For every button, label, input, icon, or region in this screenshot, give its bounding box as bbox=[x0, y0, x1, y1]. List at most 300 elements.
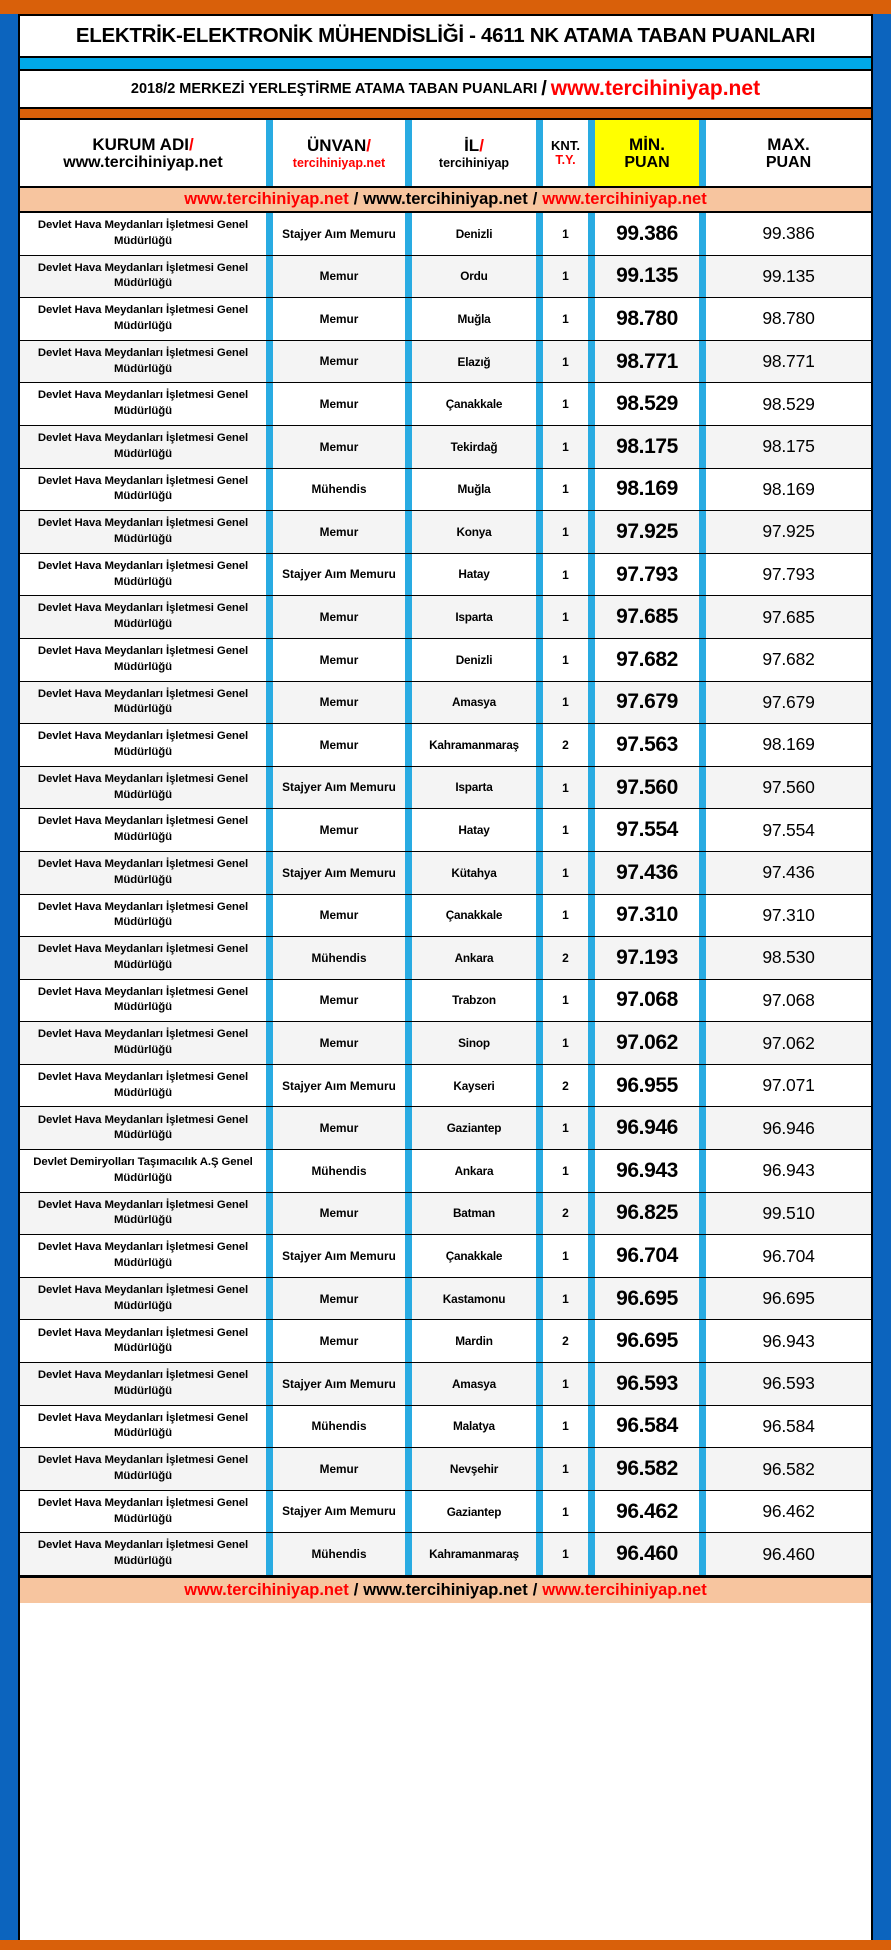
cell-unvan bbox=[273, 298, 405, 340]
kurum-text: Devlet Hava Meydanları İşletmesi Genel Müdürlüğü bbox=[37, 1283, 249, 1312]
unvan-text: Memur bbox=[319, 354, 359, 369]
row-separator-1 bbox=[266, 767, 273, 809]
unvan-text: Memur bbox=[319, 269, 359, 284]
row-separator-5 bbox=[699, 1235, 706, 1277]
cell-max-puan bbox=[706, 426, 871, 468]
column-header-unvan[interactable] bbox=[273, 120, 405, 186]
unvan-text: Stajyer Aım Memuru bbox=[282, 780, 396, 795]
banner-bottom-link-3[interactable]: www.tercihiniyap.net bbox=[542, 1581, 707, 1599]
row-separator-3 bbox=[536, 1363, 543, 1405]
row-separator-2 bbox=[405, 895, 412, 937]
il-text: Trabzon bbox=[452, 993, 496, 1008]
il-text: Isparta bbox=[455, 610, 493, 625]
table-row[interactable] bbox=[20, 682, 871, 725]
table-row[interactable] bbox=[20, 1533, 871, 1576]
cell-knt bbox=[543, 980, 588, 1022]
banner-bottom-sep-2: / bbox=[532, 1581, 538, 1599]
max-puan-text: 97.068 bbox=[762, 989, 815, 1010]
column-header-kurum-line2: www.tercihiniyap.net bbox=[63, 153, 223, 171]
cell-unvan bbox=[273, 596, 405, 638]
cell-knt bbox=[543, 256, 588, 298]
row-separator-2 bbox=[405, 1235, 412, 1277]
column-header-knt[interactable] bbox=[543, 120, 588, 186]
cell-knt bbox=[543, 1022, 588, 1064]
row-separator-5 bbox=[699, 1107, 706, 1149]
row-separator-4 bbox=[588, 341, 595, 383]
scores-table bbox=[20, 120, 871, 1940]
row-separator-5 bbox=[699, 1193, 706, 1235]
row-separator-2 bbox=[405, 213, 412, 255]
cell-unvan bbox=[273, 469, 405, 511]
cell-max-puan bbox=[706, 639, 871, 681]
table-row[interactable] bbox=[20, 1107, 871, 1150]
cell-il bbox=[412, 682, 536, 724]
cell-min-puan bbox=[595, 1533, 699, 1575]
row-separator-4 bbox=[588, 256, 595, 298]
knt-text: 1 bbox=[562, 908, 569, 923]
cell-kurum bbox=[20, 298, 266, 340]
cell-kurum bbox=[20, 852, 266, 894]
min-puan-text: 97.193 bbox=[616, 945, 678, 969]
knt-text: 1 bbox=[562, 1419, 569, 1434]
row-separator-3 bbox=[536, 852, 543, 894]
row-separator-1 bbox=[266, 852, 273, 894]
row-separator-1 bbox=[266, 298, 273, 340]
row-separator-4 bbox=[588, 383, 595, 425]
table-header-row bbox=[20, 120, 871, 188]
row-separator-5 bbox=[699, 256, 706, 298]
cell-kurum bbox=[20, 1363, 266, 1405]
cell-il bbox=[412, 1278, 536, 1320]
row-separator-3 bbox=[536, 1022, 543, 1064]
table-row[interactable] bbox=[20, 1193, 871, 1236]
cell-il bbox=[412, 1150, 536, 1192]
cell-max-puan bbox=[706, 383, 871, 425]
kurum-text: Devlet Hava Meydanları İşletmesi Genel Müdürlüğü bbox=[37, 1241, 249, 1270]
cell-max-puan bbox=[706, 1150, 871, 1192]
top-orange-strip bbox=[0, 0, 891, 14]
cell-max-puan bbox=[706, 1278, 871, 1320]
kurum-text: Devlet Hava Meydanları İşletmesi Genel Müdürlüğü bbox=[37, 1198, 249, 1227]
cell-kurum bbox=[20, 341, 266, 383]
row-separator-5 bbox=[699, 809, 706, 851]
row-separator-4 bbox=[588, 1022, 595, 1064]
kurum-text: Devlet Hava Meydanları İşletmesi Genel Müdürlüğü bbox=[37, 1539, 249, 1568]
column-header-min-line2: PUAN bbox=[624, 153, 670, 171]
cell-unvan bbox=[273, 724, 405, 766]
row-separator-3 bbox=[536, 895, 543, 937]
kurum-text: Devlet Hava Meydanları İşletmesi Genel Müdürlüğü bbox=[37, 1369, 249, 1397]
table-row[interactable] bbox=[20, 1363, 871, 1406]
cell-il bbox=[412, 469, 536, 511]
cell-knt bbox=[543, 895, 588, 937]
kurum-text: Devlet Hava Meydanları İşletmesi Genel Müdürlüğü bbox=[37, 985, 249, 1014]
row-separator-2 bbox=[405, 682, 412, 724]
banner-bottom-link-2[interactable]: www.tercihiniyap.net bbox=[363, 1581, 528, 1599]
row-separator-3 bbox=[536, 1193, 543, 1235]
row-separator-4 bbox=[588, 852, 595, 894]
row-separator-1 bbox=[266, 554, 273, 596]
cell-min-puan bbox=[595, 1150, 699, 1192]
il-text: Mardin bbox=[455, 1334, 493, 1349]
il-text: Hatay bbox=[458, 567, 490, 582]
row-separator-4 bbox=[588, 1491, 595, 1533]
cell-unvan bbox=[273, 1363, 405, 1405]
cell-unvan bbox=[273, 554, 405, 596]
row-separator-4 bbox=[588, 213, 595, 255]
cell-min-puan bbox=[595, 554, 699, 596]
il-text: Elazığ bbox=[457, 354, 491, 369]
table-row[interactable] bbox=[20, 1406, 871, 1449]
banner-top-link-2[interactable]: www.tercihiniyap.net bbox=[363, 190, 528, 208]
kurum-text: Devlet Demiryolları Taşımacılık A.Ş Genel Müdürlüğü bbox=[33, 1156, 253, 1184]
unvan-text: Memur bbox=[319, 737, 359, 752]
cell-kurum bbox=[20, 937, 266, 979]
min-puan-text: 98.175 bbox=[616, 434, 678, 458]
min-puan-text: 96.582 bbox=[616, 1457, 678, 1481]
knt-text: 1 bbox=[562, 1291, 569, 1306]
row-separator-3 bbox=[536, 639, 543, 681]
knt-text: 1 bbox=[562, 780, 569, 795]
max-puan-text: 97.310 bbox=[762, 904, 815, 925]
row-separator-2 bbox=[405, 1320, 412, 1362]
unvan-text: Mühendis bbox=[311, 1419, 367, 1434]
cell-max-puan bbox=[706, 1193, 871, 1235]
row-separator-3 bbox=[536, 1448, 543, 1490]
unvan-text: Memur bbox=[319, 908, 359, 923]
row-separator-5 bbox=[699, 1150, 706, 1192]
cell-kurum bbox=[20, 1065, 266, 1107]
table-row[interactable] bbox=[20, 1235, 871, 1278]
unvan-text: Memur bbox=[319, 1206, 359, 1221]
cell-unvan bbox=[273, 1107, 405, 1149]
cell-unvan bbox=[273, 1193, 405, 1235]
row-separator-1 bbox=[266, 937, 273, 979]
kurum-text: Devlet Hava Meydanları İşletmesi Genel Müdürlüğü bbox=[37, 645, 249, 673]
banner-top-link-1[interactable]: www.tercihiniyap.net bbox=[184, 190, 349, 208]
knt-text: 2 bbox=[562, 1334, 569, 1349]
row-separator-1 bbox=[266, 213, 273, 255]
cell-knt bbox=[543, 1065, 588, 1107]
min-puan-text: 97.560 bbox=[616, 775, 678, 799]
max-puan-text: 96.462 bbox=[762, 1501, 815, 1522]
column-header-min-line1: MİN. bbox=[629, 134, 665, 154]
row-separator-1 bbox=[266, 426, 273, 468]
cell-knt bbox=[543, 809, 588, 851]
knt-text: 1 bbox=[562, 1249, 569, 1264]
cell-min-puan bbox=[595, 809, 699, 851]
kurum-text: Devlet Hava Meydanları İşletmesi Genel Müdürlüğü bbox=[37, 815, 249, 844]
row-separator-3 bbox=[536, 1235, 543, 1277]
row-separator-3 bbox=[536, 213, 543, 255]
column-header-max-puan[interactable] bbox=[706, 120, 871, 186]
knt-text: 1 bbox=[562, 226, 569, 241]
il-text: Gaziantep bbox=[446, 1121, 502, 1136]
row-separator-4 bbox=[588, 1235, 595, 1277]
table-row[interactable] bbox=[20, 724, 871, 767]
cell-il bbox=[412, 1235, 536, 1277]
cell-il bbox=[412, 383, 536, 425]
max-puan-text: 96.695 bbox=[762, 1288, 815, 1309]
unvan-text: Stajyer Aım Memuru bbox=[282, 1504, 396, 1519]
cell-max-puan bbox=[706, 213, 871, 255]
column-header-il-line2: tercihiniyap bbox=[438, 155, 510, 170]
row-separator-3 bbox=[536, 469, 543, 511]
unvan-text: Memur bbox=[319, 652, 359, 667]
min-puan-text: 96.946 bbox=[616, 1116, 678, 1140]
kurum-text: Devlet Hava Meydanları İşletmesi Genel Müdürlüğü bbox=[37, 346, 249, 375]
table-row[interactable] bbox=[20, 1065, 871, 1108]
cell-min-puan bbox=[595, 341, 699, 383]
il-text: Kütahya bbox=[451, 865, 497, 880]
max-puan-text: 96.704 bbox=[762, 1245, 815, 1266]
row-separator-5 bbox=[699, 1491, 706, 1533]
kurum-text: Devlet Hava Meydanları İşletmesi Genel Müdürlüğü bbox=[37, 602, 249, 631]
cell-il bbox=[412, 596, 536, 638]
cell-knt bbox=[543, 724, 588, 766]
kurum-text: Devlet Hava Meydanları İşletmesi Genel Müdürlüğü bbox=[37, 687, 249, 716]
row-separator-1 bbox=[266, 724, 273, 766]
column-header-il-line1: İL bbox=[464, 136, 480, 156]
page-title: ELEKTRİK-ELEKTRONİK MÜHENDİSLİĞİ - 4611 NK ATAMA TABAN PUANLARI bbox=[75, 24, 816, 47]
table-row[interactable] bbox=[20, 1448, 871, 1491]
kurum-text: Devlet Hava Meydanları İşletmesi Genel Müdürlüğü bbox=[37, 304, 249, 332]
cell-min-puan bbox=[595, 1406, 699, 1448]
knt-text: 1 bbox=[562, 1376, 569, 1391]
table-row[interactable] bbox=[20, 426, 871, 469]
row-separator-5 bbox=[699, 639, 706, 681]
cell-unvan bbox=[273, 213, 405, 255]
cell-knt bbox=[543, 511, 588, 553]
min-puan-text: 98.771 bbox=[616, 349, 678, 373]
row-separator-4 bbox=[588, 1406, 595, 1448]
cell-knt bbox=[543, 1235, 588, 1277]
cell-max-puan bbox=[706, 1533, 871, 1575]
subtitle-site-link[interactable]: www.tercihiniyap.net bbox=[550, 77, 761, 100]
cell-kurum bbox=[20, 469, 266, 511]
max-puan-text: 97.925 bbox=[762, 521, 815, 542]
cell-max-puan bbox=[706, 1065, 871, 1107]
row-separator-2 bbox=[405, 1363, 412, 1405]
cell-max-puan bbox=[706, 809, 871, 851]
cell-max-puan bbox=[706, 341, 871, 383]
cell-knt bbox=[543, 383, 588, 425]
unvan-text: Memur bbox=[319, 1461, 359, 1476]
min-puan-text: 97.682 bbox=[616, 647, 678, 671]
table-row[interactable] bbox=[20, 298, 871, 341]
table-row[interactable] bbox=[20, 895, 871, 938]
row-separator-5 bbox=[699, 937, 706, 979]
row-separator-4 bbox=[588, 1065, 595, 1107]
table-row[interactable] bbox=[20, 809, 871, 852]
cell-knt bbox=[543, 1193, 588, 1235]
column-header-kurum[interactable] bbox=[20, 120, 266, 186]
cell-knt bbox=[543, 1448, 588, 1490]
cell-il bbox=[412, 852, 536, 894]
il-text: Çanakkale bbox=[445, 397, 503, 412]
cell-il bbox=[412, 1533, 536, 1575]
cell-unvan bbox=[273, 1406, 405, 1448]
row-separator-1 bbox=[266, 639, 273, 681]
il-text: Tekirdağ bbox=[450, 439, 498, 454]
il-text: Batman bbox=[452, 1206, 496, 1221]
table-row[interactable] bbox=[20, 469, 871, 512]
kurum-text: Devlet Hava Meydanları İşletmesi Genel Müdürlüğü bbox=[37, 900, 249, 929]
knt-text: 1 bbox=[562, 865, 569, 880]
cell-unvan bbox=[273, 639, 405, 681]
knt-text: 2 bbox=[562, 950, 569, 965]
cell-kurum bbox=[20, 809, 266, 851]
max-puan-text: 96.460 bbox=[762, 1543, 815, 1564]
unvan-text: Memur bbox=[319, 397, 359, 412]
row-separator-4 bbox=[588, 1533, 595, 1575]
cell-knt bbox=[543, 767, 588, 809]
knt-text: 1 bbox=[562, 610, 569, 625]
table-row[interactable] bbox=[20, 937, 871, 980]
min-puan-text: 97.563 bbox=[616, 732, 678, 756]
unvan-text: Memur bbox=[319, 610, 359, 624]
knt-text: 1 bbox=[562, 397, 569, 412]
min-puan-text: 97.062 bbox=[616, 1031, 678, 1055]
table-row[interactable] bbox=[20, 1491, 871, 1534]
row-separator-4 bbox=[588, 1150, 595, 1192]
cell-kurum bbox=[20, 426, 266, 468]
cell-kurum bbox=[20, 256, 266, 298]
knt-text: 1 bbox=[562, 269, 569, 284]
cell-kurum bbox=[20, 596, 266, 638]
cell-max-puan bbox=[706, 1406, 871, 1448]
column-header-knt-line1: KNT. bbox=[551, 137, 580, 153]
knt-text: 1 bbox=[562, 482, 569, 497]
max-puan-text: 99.386 bbox=[762, 223, 815, 244]
unvan-text: Memur bbox=[319, 311, 359, 326]
cell-min-puan bbox=[595, 639, 699, 681]
cell-unvan bbox=[273, 256, 405, 298]
il-text: Çanakkale bbox=[445, 908, 503, 923]
table-row[interactable] bbox=[20, 767, 871, 810]
cell-min-puan bbox=[595, 1022, 699, 1064]
row-separator-4 bbox=[588, 724, 595, 766]
table-row[interactable] bbox=[20, 852, 871, 895]
cell-min-puan bbox=[595, 213, 699, 255]
row-separator-5 bbox=[699, 1406, 706, 1448]
max-puan-text: 97.436 bbox=[762, 862, 815, 883]
row-separator-1 bbox=[266, 1448, 273, 1490]
row-separator-4 bbox=[588, 298, 595, 340]
row-separator-1 bbox=[266, 1363, 273, 1405]
row-separator-2 bbox=[405, 256, 412, 298]
max-puan-text: 96.582 bbox=[762, 1458, 815, 1479]
cell-kurum bbox=[20, 1107, 266, 1149]
knt-text: 1 bbox=[562, 311, 569, 326]
table-row[interactable] bbox=[20, 341, 871, 384]
row-separator-3 bbox=[536, 1533, 543, 1575]
knt-text: 2 bbox=[562, 1206, 569, 1221]
cell-max-puan bbox=[706, 937, 871, 979]
table-row[interactable] bbox=[20, 1022, 871, 1065]
min-puan-text: 97.068 bbox=[616, 988, 678, 1012]
unvan-text: Mühendis bbox=[311, 1547, 367, 1562]
cell-max-puan bbox=[706, 256, 871, 298]
cell-il bbox=[412, 937, 536, 979]
row-separator-2 bbox=[405, 1193, 412, 1235]
banner-bottom-link-1[interactable]: www.tercihiniyap.net bbox=[184, 1581, 349, 1599]
cell-min-puan bbox=[595, 426, 699, 468]
table-row[interactable] bbox=[20, 639, 871, 682]
table-row[interactable] bbox=[20, 1320, 871, 1363]
cell-max-puan bbox=[706, 554, 871, 596]
row-separator-5 bbox=[699, 426, 706, 468]
banner-top-link-3[interactable]: www.tercihiniyap.net bbox=[542, 190, 707, 208]
row-separator-5 bbox=[699, 596, 706, 638]
max-puan-text: 96.946 bbox=[762, 1117, 815, 1138]
content-panel bbox=[18, 14, 873, 1940]
cell-max-puan bbox=[706, 724, 871, 766]
table-row[interactable] bbox=[20, 256, 871, 299]
il-text: Amasya bbox=[451, 1376, 497, 1391]
unvan-text: Memur bbox=[319, 1334, 359, 1349]
il-text: Muğla bbox=[457, 482, 491, 497]
column-header-max-line1: MAX. bbox=[767, 134, 810, 154]
cell-max-puan bbox=[706, 1107, 871, 1149]
banner-bottom bbox=[20, 1576, 871, 1603]
cell-min-puan bbox=[595, 767, 699, 809]
column-header-il[interactable] bbox=[412, 120, 536, 186]
row-separator-3 bbox=[536, 511, 543, 553]
cell-min-puan bbox=[595, 682, 699, 724]
cell-il bbox=[412, 426, 536, 468]
kurum-text: Devlet Hava Meydanları İşletmesi Genel Müdürlüğü bbox=[37, 730, 249, 758]
min-puan-text: 96.704 bbox=[616, 1244, 678, 1268]
cell-unvan bbox=[273, 809, 405, 851]
unvan-text: Memur bbox=[319, 822, 359, 837]
max-puan-text: 97.793 bbox=[762, 564, 815, 585]
row-separator-4 bbox=[588, 639, 595, 681]
cell-unvan bbox=[273, 1022, 405, 1064]
row-separator-5 bbox=[699, 213, 706, 255]
column-separator-1 bbox=[266, 120, 273, 186]
table-row[interactable] bbox=[20, 980, 871, 1023]
row-separator-5 bbox=[699, 511, 706, 553]
row-separator-4 bbox=[588, 1363, 595, 1405]
row-separator-2 bbox=[405, 767, 412, 809]
max-puan-text: 99.135 bbox=[762, 265, 815, 286]
kurum-text: Devlet Hava Meydanları İşletmesi Genel Müdürlüğü bbox=[37, 1028, 249, 1057]
max-puan-text: 97.679 bbox=[762, 691, 815, 712]
table-row[interactable] bbox=[20, 383, 871, 426]
cell-il bbox=[412, 298, 536, 340]
table-row[interactable] bbox=[20, 511, 871, 554]
cell-il bbox=[412, 767, 536, 809]
row-separator-3 bbox=[536, 554, 543, 596]
cell-knt bbox=[543, 1320, 588, 1362]
il-text: Amasya bbox=[451, 695, 497, 710]
table-row[interactable] bbox=[20, 1150, 871, 1193]
cell-max-puan bbox=[706, 511, 871, 553]
table-row[interactable] bbox=[20, 1278, 871, 1321]
cell-il bbox=[412, 895, 536, 937]
row-separator-1 bbox=[266, 469, 273, 511]
min-puan-text: 96.584 bbox=[616, 1414, 678, 1438]
table-row[interactable] bbox=[20, 596, 871, 639]
table-row[interactable] bbox=[20, 554, 871, 597]
column-header-min-puan[interactable] bbox=[595, 120, 699, 186]
cell-il bbox=[412, 1107, 536, 1149]
kurum-text: Devlet Hava Meydanları İşletmesi Genel Müdürlüğü bbox=[37, 517, 249, 545]
table-row[interactable] bbox=[20, 213, 871, 256]
cell-min-puan bbox=[595, 724, 699, 766]
il-text: Ankara bbox=[454, 1163, 494, 1178]
